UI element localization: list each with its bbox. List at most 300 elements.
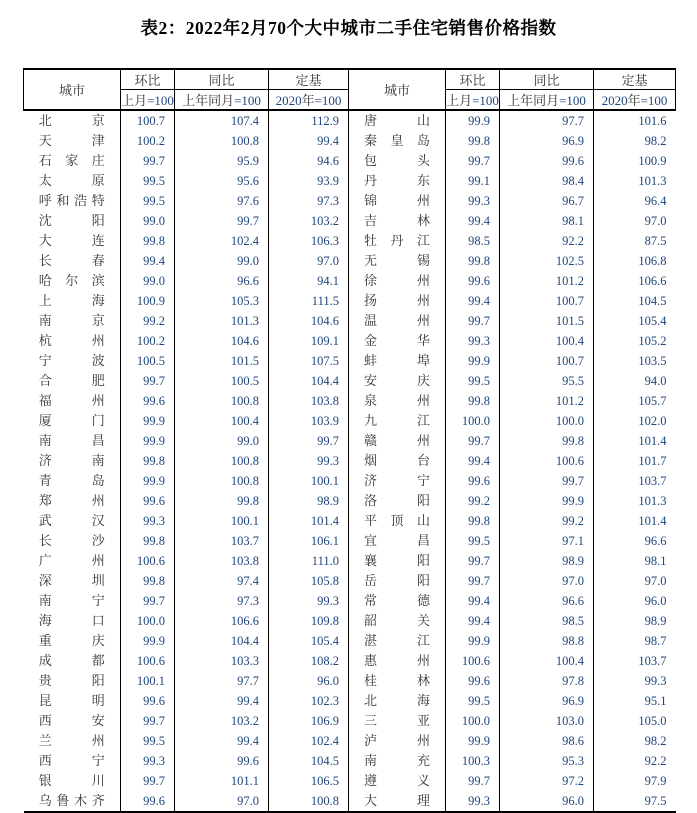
table-row [24,271,676,291]
city-cell [24,371,121,391]
table-row [24,471,676,491]
yoy-index-cell: 96.0 [500,791,594,812]
city-name: 长春 [38,253,105,268]
mom-index-cell: 99.9 [446,731,500,751]
city-name: 武汉 [38,513,105,528]
fixed-base-index-cell: 100.1 [269,471,349,491]
mom-index-cell: 99.9 [446,631,500,651]
yoy-index-cell: 100.8 [175,471,269,491]
table-row [24,691,676,711]
header-base-label [269,90,349,111]
fixed-base-index-cell: 100.9 [594,151,676,171]
fixed-base-index-cell: 93.9 [269,171,349,191]
city-cell [349,251,446,271]
mom-index-cell: 99.5 [446,371,500,391]
city-cell [349,411,446,431]
mom-index-cell: 99.5 [446,531,500,551]
mom-index-cell: 100.7 [121,110,175,131]
mom-index-cell: 99.8 [446,511,500,531]
fixed-base-index-cell: 99.3 [594,671,676,691]
table-row [24,351,676,371]
yoy-index-cell: 100.4 [175,411,269,431]
fixed-base-index-cell: 104.5 [594,291,676,311]
city-name: 北京 [38,113,105,128]
city-name: 唐山 [364,113,430,128]
table-row [24,591,676,611]
table-row [24,431,676,451]
table-row [24,331,676,351]
city-cell [24,151,121,171]
yoy-index-cell: 97.7 [175,671,269,691]
mom-index-cell: 99.3 [121,511,175,531]
table-row [24,771,676,791]
mom-index-cell: 99.7 [121,371,175,391]
city-cell [24,711,121,731]
city-name: 扬州 [364,293,430,308]
fixed-base-index-cell: 103.9 [269,411,349,431]
mom-index-cell: 98.5 [446,231,500,251]
mom-index-cell: 100.6 [121,651,175,671]
table-row [24,311,676,331]
city-name: 徐州 [364,273,430,288]
fixed-base-index-cell: 98.9 [269,491,349,511]
table-row [24,371,676,391]
mom-index-cell: 99.9 [121,631,175,651]
city-cell [349,551,446,571]
fixed-base-index-cell: 109.1 [269,331,349,351]
yoy-index-cell: 103.0 [500,711,594,731]
yoy-index-cell: 96.7 [500,191,594,211]
city-cell [349,171,446,191]
city-cell [24,691,121,711]
fixed-base-index-cell: 106.5 [269,771,349,791]
city-cell [24,751,121,771]
yoy-index-cell: 97.6 [175,191,269,211]
city-cell [349,491,446,511]
header-group-label: 定基 [594,69,676,90]
mom-index-cell: 99.5 [121,171,175,191]
header-base-segment: 2020 [601,93,628,108]
city-name: 西宁 [38,753,105,768]
city-cell [24,671,121,691]
yoy-index-cell: 99.4 [175,731,269,751]
city-cell [24,291,121,311]
fixed-base-index-cell: 87.5 [594,231,676,251]
fixed-base-index-cell: 96.6 [594,531,676,551]
city-name: 牡丹江 [364,233,430,248]
header-base-label [121,90,175,111]
city-name: 成都 [38,653,105,668]
table-header [24,69,676,110]
header-base-segment: =100 [472,93,499,108]
city-name: 北海 [364,693,430,708]
city-name: 韶关 [364,613,430,628]
city-name: 南宁 [38,593,105,608]
city-cell [24,411,121,431]
table-row [24,251,676,271]
mom-index-cell: 99.4 [446,211,500,231]
header-group-label: 同比 [500,69,594,90]
yoy-index-cell: 103.2 [175,711,269,731]
header-base-segment: 年 [627,93,641,108]
city-name: 湛江 [364,633,430,648]
table-row [24,110,676,131]
yoy-index-cell: 106.6 [175,611,269,631]
yoy-index-cell: 99.6 [500,151,594,171]
mom-index-cell: 100.9 [121,291,175,311]
city-cell [24,651,121,671]
city-name: 泸州 [364,733,430,748]
fixed-base-index-cell: 106.9 [269,711,349,731]
yoy-index-cell: 102.5 [500,251,594,271]
fixed-base-index-cell: 102.0 [594,411,676,431]
city-name: 吉林 [364,213,430,228]
yoy-index-cell: 104.4 [175,631,269,651]
city-name: 无锡 [364,253,430,268]
yoy-index-cell: 103.8 [175,551,269,571]
mom-index-cell: 100.1 [121,671,175,691]
mom-index-cell: 99.3 [446,331,500,351]
yoy-index-cell: 100.6 [500,451,594,471]
city-cell [349,771,446,791]
city-name: 金华 [364,333,430,348]
header-base-segment: =100 [559,93,586,108]
header-base-label [594,90,676,111]
table-row [24,491,676,511]
city-cell [24,531,121,551]
header-group-label: 环比 [446,69,500,90]
header-base-segment: 2020 [275,93,302,108]
city-name: 石家庄 [38,153,105,168]
city-cell [349,711,446,731]
city-cell [349,311,446,331]
yoy-index-cell: 98.1 [500,211,594,231]
city-name: 长沙 [38,533,105,548]
fixed-base-index-cell: 109.8 [269,611,349,631]
fixed-base-index-cell: 98.9 [594,611,676,631]
header-base-segment: 上月 [446,93,473,108]
yoy-index-cell: 99.4 [175,691,269,711]
mom-index-cell: 100.6 [446,651,500,671]
fixed-base-index-cell: 103.5 [594,351,676,371]
fixed-base-index-cell: 101.6 [594,110,676,131]
city-name: 赣州 [364,433,430,448]
header-base-segment: =100 [234,93,261,108]
city-cell [349,651,446,671]
city-cell [349,110,446,131]
fixed-base-index-cell: 101.7 [594,451,676,471]
fixed-base-index-cell: 102.3 [269,691,349,711]
table-row [24,551,676,571]
mom-index-cell: 99.8 [446,251,500,271]
table-title: 表2：2022年2月70个大中城市二手住宅销售价格指数 [140,18,557,38]
city-name: 海口 [38,613,105,628]
fixed-base-index-cell: 105.0 [594,711,676,731]
fixed-base-index-cell: 105.7 [594,391,676,411]
city-name: 宁波 [38,353,105,368]
yoy-index-cell: 99.6 [175,751,269,771]
city-cell [24,451,121,471]
mom-index-cell: 100.2 [121,331,175,351]
mom-index-cell: 99.8 [121,231,175,251]
header-base-segment: 上年同月 [507,93,560,108]
mom-index-cell: 99.6 [446,671,500,691]
mom-index-cell: 100.3 [446,751,500,771]
city-name: 合肥 [38,373,105,388]
mom-index-cell: 99.7 [446,571,500,591]
city-name: 洛阳 [364,493,430,508]
yoy-index-cell: 103.3 [175,651,269,671]
city-cell [349,371,446,391]
city-cell [349,731,446,751]
city-cell [24,271,121,291]
fixed-base-index-cell: 94.0 [594,371,676,391]
city-cell [24,511,121,531]
city-cell [24,611,121,631]
city-name: 上海 [38,293,105,308]
fixed-base-index-cell: 97.9 [594,771,676,791]
mom-index-cell: 99.7 [121,591,175,611]
header-base-segment: 年 [301,93,315,108]
yoy-index-cell: 100.4 [500,331,594,351]
yoy-index-cell: 99.0 [175,251,269,271]
fixed-base-index-cell: 111.5 [269,291,349,311]
city-cell [349,691,446,711]
mom-index-cell: 99.1 [446,171,500,191]
mom-index-cell: 99.9 [121,471,175,491]
mom-index-cell: 99.9 [121,411,175,431]
city-name: 广州 [38,553,105,568]
yoy-index-cell: 100.5 [175,371,269,391]
city-name: 安庆 [364,373,430,388]
mom-index-cell: 99.6 [121,491,175,511]
fixed-base-index-cell: 104.5 [269,751,349,771]
fixed-base-index-cell: 107.5 [269,351,349,371]
table-row [24,531,676,551]
yoy-index-cell: 99.8 [175,491,269,511]
mom-index-cell: 99.8 [121,571,175,591]
city-cell [24,311,121,331]
city-cell [349,791,446,812]
city-cell [349,511,446,531]
table-row [24,171,676,191]
table-row [24,191,676,211]
city-name: 乌鲁木齐 [38,793,105,808]
city-name: 沈阳 [38,213,105,228]
city-cell [349,591,446,611]
fixed-base-index-cell: 103.7 [594,651,676,671]
header-row-groups [24,69,676,90]
city-cell [349,571,446,591]
mom-index-cell: 100.6 [121,551,175,571]
city-name: 岳阳 [364,573,430,588]
table-row [24,611,676,631]
mom-index-cell: 99.8 [446,131,500,151]
yoy-index-cell: 107.4 [175,110,269,131]
fixed-base-index-cell: 101.4 [594,431,676,451]
table-row [24,511,676,531]
mom-index-cell: 99.7 [121,151,175,171]
fixed-base-index-cell: 97.0 [594,211,676,231]
fixed-base-index-cell: 103.2 [269,211,349,231]
city-name: 杭州 [38,333,105,348]
city-cell [24,551,121,571]
city-name: 九江 [364,413,430,428]
city-name: 厦门 [38,413,105,428]
yoy-index-cell: 97.4 [175,571,269,591]
fixed-base-index-cell: 105.4 [269,631,349,651]
city-name: 太原 [38,173,105,188]
fixed-base-index-cell: 101.3 [594,171,676,191]
fixed-base-index-cell: 106.3 [269,231,349,251]
yoy-index-cell: 95.3 [500,751,594,771]
fixed-base-index-cell: 103.8 [269,391,349,411]
mom-index-cell: 100.0 [446,711,500,731]
city-name: 呼和浩特 [38,193,105,208]
city-cell [349,631,446,651]
city-name: 锦州 [364,193,430,208]
city-cell [24,591,121,611]
yoy-index-cell: 105.3 [175,291,269,311]
city-cell [24,110,121,131]
city-cell [349,751,446,771]
mom-index-cell: 99.3 [121,751,175,771]
header-base-segment: =100 [314,93,342,108]
yoy-index-cell: 96.9 [500,691,594,711]
city-cell [349,671,446,691]
city-cell [349,151,446,171]
mom-index-cell: 99.5 [446,691,500,711]
yoy-index-cell: 97.8 [500,671,594,691]
fixed-base-index-cell: 100.8 [269,791,349,812]
yoy-index-cell: 101.2 [500,391,594,411]
mom-index-cell: 99.7 [121,711,175,731]
header-city-right: 城市 [349,69,446,110]
city-name: 襄阳 [364,553,430,568]
header-base-segment: =100 [147,93,174,108]
mom-index-cell: 99.7 [446,311,500,331]
mom-index-cell: 99.3 [446,191,500,211]
city-name: 济南 [38,453,105,468]
table-row [24,671,676,691]
yoy-index-cell: 97.7 [500,110,594,131]
mom-index-cell: 99.8 [121,531,175,551]
fixed-base-index-cell: 108.2 [269,651,349,671]
table-row [24,391,676,411]
mom-index-cell: 99.0 [121,271,175,291]
header-base-segment: 上年同月 [182,93,235,108]
city-cell [349,431,446,451]
city-name: 哈尔滨 [38,273,105,288]
table-body [24,110,676,812]
yoy-index-cell: 100.7 [500,351,594,371]
yoy-index-cell: 104.6 [175,331,269,351]
city-cell [24,471,121,491]
table-row [24,651,676,671]
yoy-index-cell: 96.6 [500,591,594,611]
city-cell [24,391,121,411]
mom-index-cell: 99.9 [121,431,175,451]
fixed-base-index-cell: 99.4 [269,131,349,151]
city-cell [24,251,121,271]
yoy-index-cell: 101.2 [500,271,594,291]
city-cell [24,231,121,251]
city-cell [349,531,446,551]
mom-index-cell: 100.0 [121,611,175,631]
fixed-base-index-cell: 96.0 [594,591,676,611]
mom-index-cell: 99.4 [446,611,500,631]
fixed-base-index-cell: 97.5 [594,791,676,812]
yoy-index-cell: 99.7 [500,471,594,491]
city-cell [349,131,446,151]
yoy-index-cell: 98.9 [500,551,594,571]
table-row [24,131,676,151]
price-index-table [23,68,676,813]
fixed-base-index-cell: 99.3 [269,591,349,611]
mom-index-cell: 99.4 [121,251,175,271]
table-row [24,631,676,651]
city-name: 福州 [38,393,105,408]
city-cell [24,331,121,351]
mom-index-cell: 100.2 [121,131,175,151]
fixed-base-index-cell: 99.3 [269,451,349,471]
header-base-label [175,90,269,111]
yoy-index-cell: 97.2 [500,771,594,791]
city-cell [349,391,446,411]
header-city-left: 城市 [24,69,121,110]
yoy-index-cell: 97.3 [175,591,269,611]
mom-index-cell: 99.3 [446,791,500,812]
yoy-index-cell: 98.8 [500,631,594,651]
city-name: 深圳 [38,573,105,588]
yoy-index-cell: 95.9 [175,151,269,171]
fixed-base-index-cell: 101.4 [594,511,676,531]
yoy-index-cell: 100.8 [175,451,269,471]
fixed-base-index-cell: 92.2 [594,751,676,771]
table-row [24,211,676,231]
header-group-label: 环比 [121,69,175,90]
fixed-base-index-cell: 105.2 [594,331,676,351]
city-name: 丹东 [364,173,430,188]
fixed-base-index-cell: 101.4 [269,511,349,531]
fixed-base-index-cell: 106.8 [594,251,676,271]
city-name: 南京 [38,313,105,328]
yoy-index-cell: 99.0 [175,431,269,451]
yoy-index-cell: 95.6 [175,171,269,191]
mom-index-cell: 100.0 [446,411,500,431]
mom-index-cell: 99.5 [121,191,175,211]
fixed-base-index-cell: 102.4 [269,731,349,751]
city-name: 常德 [364,593,430,608]
fixed-base-index-cell: 101.3 [594,491,676,511]
city-cell [24,571,121,591]
yoy-index-cell: 100.8 [175,391,269,411]
mom-index-cell: 99.7 [446,431,500,451]
table-row [24,711,676,731]
yoy-index-cell: 102.4 [175,231,269,251]
mom-index-cell: 99.5 [121,731,175,751]
fixed-base-index-cell: 106.6 [594,271,676,291]
city-name: 泉州 [364,393,430,408]
mom-index-cell: 100.5 [121,351,175,371]
yoy-index-cell: 96.6 [175,271,269,291]
city-name: 包头 [364,153,430,168]
table-row [24,791,676,812]
mom-index-cell: 99.7 [121,771,175,791]
yoy-index-cell: 97.1 [500,531,594,551]
header-base-label [500,90,594,111]
city-name: 济宁 [364,473,430,488]
